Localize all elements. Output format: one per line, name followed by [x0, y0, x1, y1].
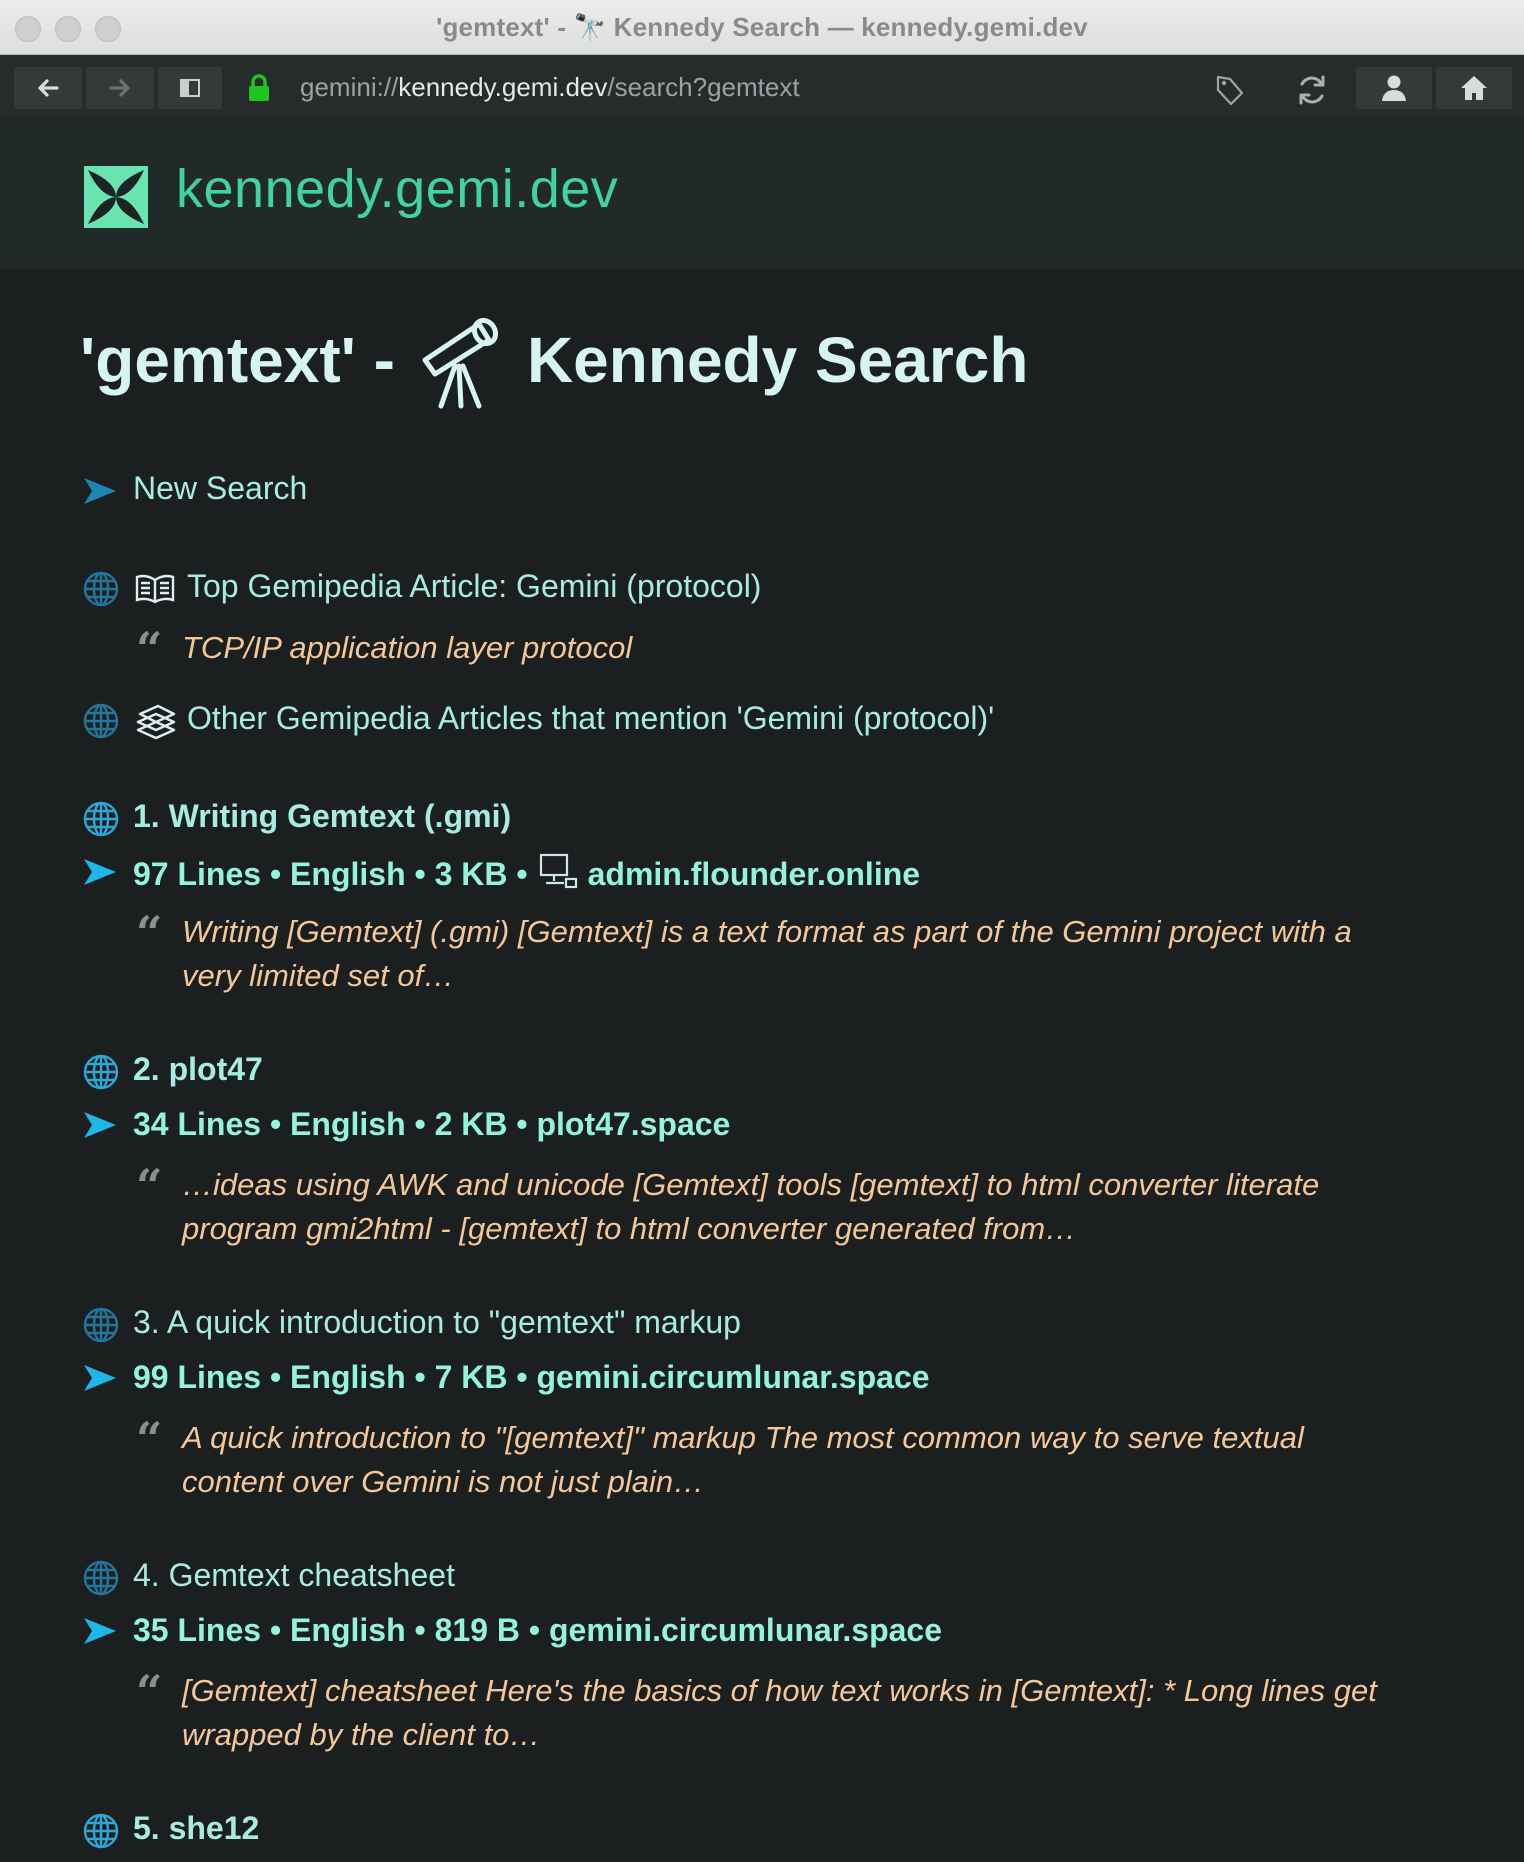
site-banner	[0, 118, 1524, 270]
url-text[interactable]	[300, 72, 800, 103]
page-title-suffix: Kennedy Search	[526, 324, 1029, 396]
quote-text: TCP/IP application layer protocol	[182, 630, 633, 665]
window-title: 'gemtext' - 🔭 Kennedy Search — kennedy.gemi.dev	[436, 12, 1088, 42]
url-host: kennedy.gemi.dev	[398, 72, 608, 102]
globe-icon	[82, 1559, 120, 1597]
result-title: 1. Writing Gemtext (.gmi)	[133, 798, 512, 834]
input-arrow-icon	[82, 1363, 118, 1393]
result-title: 2. plot47	[133, 1051, 263, 1087]
result-snippet-text: …ideas using AWK and unicode [Gemtext] tools [gemtext] to html converter literate program gmi2html - [gemtext] to html converter generated from…	[182, 1167, 1320, 1246]
result-meta-stats: 35 Lines • English • 819 B •	[133, 1612, 541, 1648]
result-host: gemini.circumlunar.space	[548, 1612, 943, 1648]
identity-button[interactable]	[1356, 67, 1432, 109]
result-title: 4. Gemtext cheatsheet	[133, 1557, 455, 1593]
bookmark-tag-icon	[1212, 73, 1246, 107]
lock-icon	[246, 73, 272, 103]
reload-button[interactable]	[1295, 73, 1329, 112]
computer-icon	[538, 853, 578, 891]
result-meta-stats: 99 Lines • English • 7 KB •	[133, 1359, 528, 1395]
input-arrow-icon	[82, 476, 118, 506]
url-bar[interactable]	[228, 67, 1353, 109]
quote-mark-icon: “	[136, 1412, 163, 1466]
globe-icon	[82, 800, 120, 838]
result-meta	[133, 853, 920, 893]
result-host: plot47.space	[536, 1106, 731, 1142]
result-host: gemini.circumlunar.space	[536, 1359, 930, 1395]
globe-icon	[82, 570, 120, 608]
globe-icon	[82, 1053, 120, 1091]
identity-icon	[1379, 73, 1409, 103]
quote-mark-icon: “	[136, 1159, 163, 1213]
result-title: 5. she12	[133, 1810, 260, 1846]
quote-mark-icon: “	[136, 906, 163, 960]
url-path: /search?gemtext	[607, 72, 800, 102]
site-logo-icon	[84, 166, 148, 228]
result-title: 3. A quick introduction to "gemtext" markup	[133, 1304, 741, 1340]
open-book-icon	[134, 572, 176, 606]
new-search-label: New Search	[133, 470, 308, 506]
result-host: admin.flounder.online	[587, 856, 921, 892]
globe-icon	[82, 1306, 120, 1344]
result-meta	[133, 1359, 930, 1396]
navigation-toolbar	[0, 55, 1524, 118]
home-button[interactable]	[1436, 67, 1512, 109]
site-name[interactable]: kennedy.gemi.dev	[176, 159, 619, 219]
title-bar	[0, 0, 1524, 55]
input-arrow-icon	[82, 857, 118, 887]
forward-arrow-icon	[107, 75, 133, 101]
back-arrow-icon	[35, 75, 61, 101]
sidebar-toggle-button[interactable]	[158, 67, 222, 109]
telescope-icon	[417, 310, 505, 410]
url-scheme: gemini://	[300, 72, 399, 102]
bookmark-button[interactable]	[1212, 73, 1246, 112]
top-article-label: Top Gemipedia Article: Gemini (protocol)	[187, 568, 762, 604]
result-meta-stats: 97 Lines • English • 3 KB •	[133, 856, 528, 892]
quote-mark-icon: “	[136, 1665, 163, 1719]
back-button[interactable]	[14, 67, 82, 109]
result-meta	[133, 1106, 730, 1143]
input-arrow-icon	[82, 1110, 118, 1140]
result-snippet-text: A quick introduction to "[gemtext]" markup The most common way to serve textual content over Gemini is not just plain…	[182, 1420, 1304, 1499]
sidebar-icon	[179, 77, 201, 99]
home-icon	[1459, 73, 1489, 103]
forward-button[interactable]	[86, 67, 154, 109]
result-snippet-text: Writing [Gemtext] (.gmi) [Gemtext] is a text format as part of the Gemini project with a very limited set of…	[182, 914, 1352, 993]
books-stack-icon	[134, 702, 178, 742]
globe-icon	[82, 1812, 120, 1850]
result-snippet-text: [Gemtext] cheatsheet Here's the basics of how text works in [Gemtext]: * Long lines get wrapped by the client to…	[182, 1673, 1377, 1752]
reload-icon	[1295, 73, 1329, 107]
input-arrow-icon	[82, 1616, 118, 1646]
page-title-prefix: 'gemtext' -	[80, 324, 395, 396]
result-meta	[133, 1612, 942, 1649]
other-articles-label: Other Gemipedia Articles that mention 'Gemini (protocol)'	[187, 700, 995, 736]
globe-icon	[82, 702, 120, 740]
page-title	[80, 310, 1028, 410]
result-meta-stats: 34 Lines • English • 2 KB •	[133, 1106, 528, 1142]
quote-mark-icon: “	[136, 622, 163, 676]
